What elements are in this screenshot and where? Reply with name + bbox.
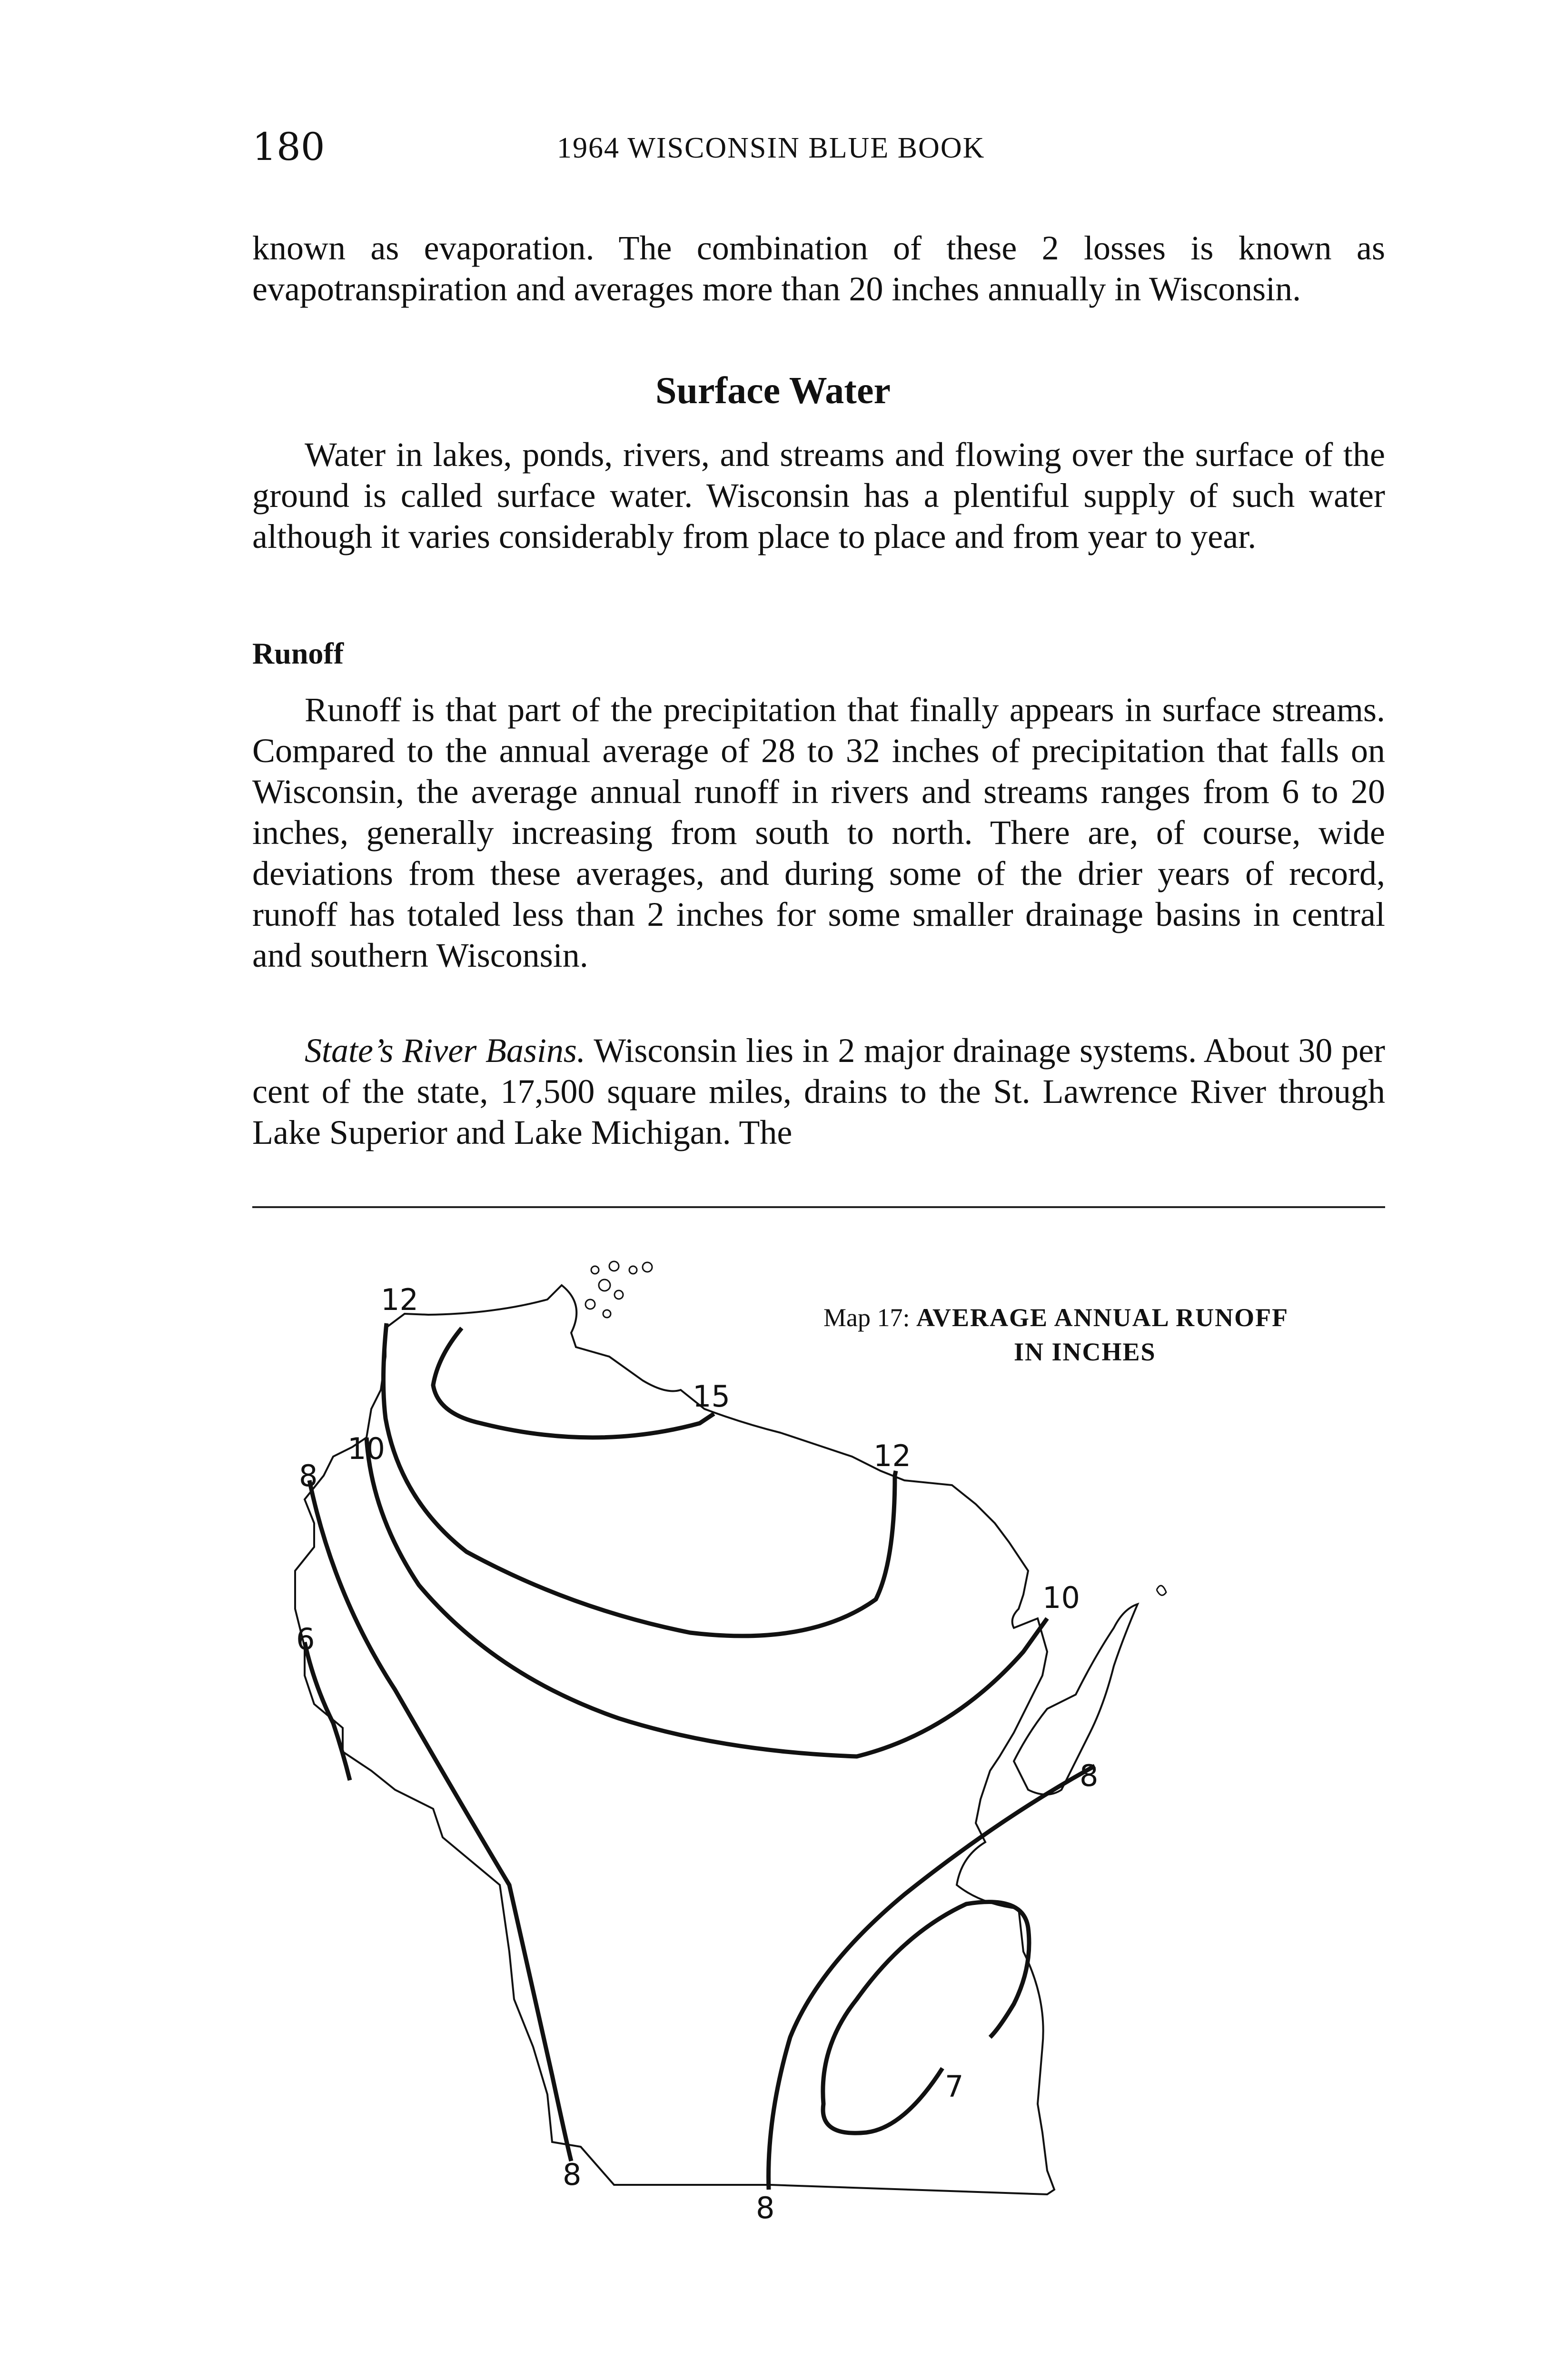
map-caption-prefix: Map 17: (823, 1303, 910, 1332)
apostle-islands (585, 1261, 652, 1318)
running-head: 1964 WISCONSIN BLUE BOOK (557, 132, 985, 164)
contour-7-line (823, 1902, 1029, 2133)
section-heading: Surface Water (655, 370, 891, 412)
wisconsin-outline (295, 1285, 1054, 2194)
washington-island (1157, 1586, 1166, 1595)
label-10-west: 10 (347, 1431, 385, 1466)
label-10-east: 10 (1042, 1580, 1080, 1615)
paragraph-surface-water: Water in lakes, ponds, rivers, and streams and flowing over the surface of the ground is called surface water. Wisconsin has a plentiful supply of such water although it varies considerably from place to place and from year to year. (252, 436, 1385, 555)
label-15: 15 (693, 1379, 730, 1414)
paragraph-runoff: Runoff is that part of the precipitation that finally appears in surface streams. Compared to the annual average of 28 to 32 inches of precipitation that falls on Wisconsin, the average annual runoff in rivers and streams ranges from 6 to 20 inches, generally increasing from south to north. There are, of course, wide deviations from these averages, and during some of the drier years of record, runoff has totaled less than 2 inches for some smaller drainage basins in central and southern Wisconsin. (252, 691, 1385, 974)
label-6: 6 (296, 1622, 315, 1656)
map-caption-title: AVERAGE ANNUAL RUNOFF (916, 1303, 1289, 1332)
door-peninsula (1014, 1604, 1138, 1795)
label-7: 7 (945, 2069, 964, 2104)
page-number: 180 (252, 125, 325, 169)
label-8-east: 8 (1080, 1758, 1099, 1793)
subheading-runoff: Runoff (252, 636, 344, 670)
contour-8-east-line (769, 1766, 1095, 2190)
contour-12-line (383, 1323, 896, 1636)
label-8-south-west: 8 (563, 2157, 582, 2192)
label-8-west: 8 (299, 1458, 318, 1493)
paragraph-evaporation: known as evaporation. The combination of these 2 losses is known as evapotranspiration and averages more than 20 inches annually in Wisconsin. (252, 229, 1385, 308)
contour-6-line (305, 1642, 350, 1780)
label-8-south: 8 (756, 2191, 775, 2225)
map-caption-line2: IN INCHES (1014, 1338, 1156, 1366)
label-12-northeast: 12 (873, 1438, 911, 1473)
label-12-northwest: 12 (381, 1282, 418, 1317)
river-basins-lead: State’s River Basins. (305, 1031, 585, 1070)
contour-15-line (433, 1328, 714, 1438)
river-basins-text: Wisconsin lies in 2 major drainage systems. About 30 per cent of the state, 17,500 square miles, drains to the St. Lawrence River through Lake Superior and Lake Michigan. The (252, 1031, 1386, 1151)
